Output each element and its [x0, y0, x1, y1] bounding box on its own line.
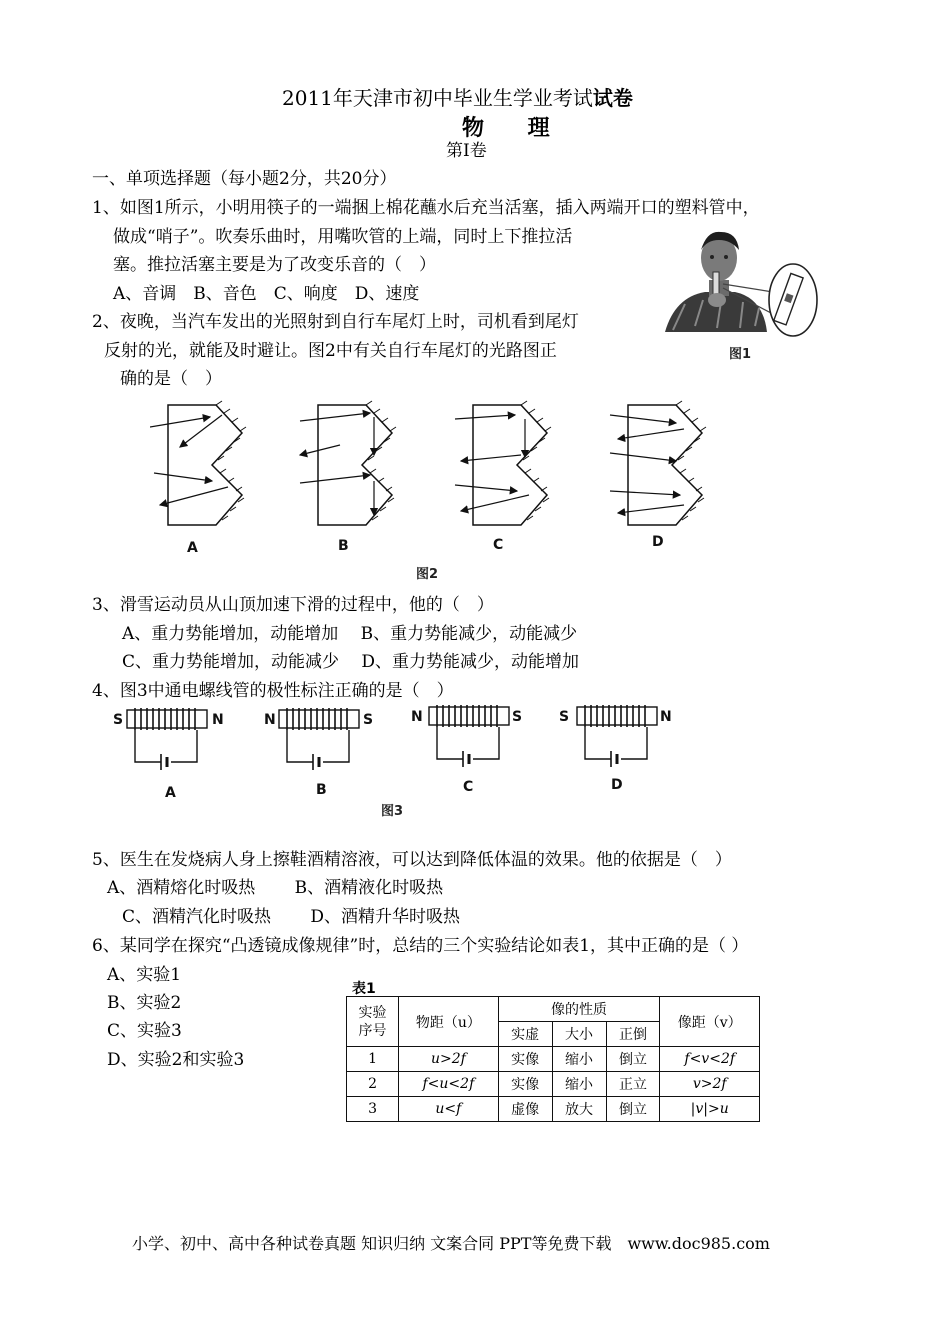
- q1-options: A、音调 B、音色 C、响度 D、速度: [113, 284, 420, 304]
- table-cell: 缩小: [552, 1072, 606, 1097]
- table-cell: 3: [347, 1097, 399, 1122]
- figure-2-caption: 图2: [416, 567, 439, 582]
- footer-download-notice: 小学、初中、高中各种试卷真题 知识归纳 文案合同 PPT等免费下载 www.doc985.com: [132, 1234, 770, 1253]
- figure-3-label-a: A: [165, 785, 176, 801]
- coil-d-left-pole: S: [559, 709, 570, 725]
- table-cell: f<u<2f: [399, 1072, 499, 1097]
- subject-title: 物 理: [462, 115, 568, 141]
- q6-option-c: C、实验3: [107, 1021, 182, 1041]
- q6-stem: 6、某同学在探究“凸透镜成像规律”时，总结的三个实验结论如表1，其中正确的是（ ）: [92, 936, 749, 956]
- coil-b-left-pole: N: [264, 712, 276, 728]
- volume-label: 第Ⅰ卷: [446, 141, 487, 161]
- table-header-object-distance: 物距（u）: [399, 997, 499, 1047]
- q6-option-a: A、实验1: [107, 965, 182, 985]
- table-1: [346, 996, 760, 1122]
- table-1-title: 表1: [352, 981, 376, 997]
- table-cell: 放大: [552, 1097, 606, 1122]
- table-cell: v>2f: [660, 1072, 760, 1097]
- table-row: [347, 1047, 760, 1072]
- table-cell: u>2f: [399, 1047, 499, 1072]
- table-cell: 实像: [498, 1072, 552, 1097]
- figure-3-label-d: D: [611, 777, 623, 793]
- q2-line1: 2、夜晚，当汽车发出的光照射到自行车尾灯上时，司机看到尾灯: [92, 312, 579, 332]
- table-cell: 2: [347, 1072, 399, 1097]
- figure-3-label-b: B: [316, 782, 327, 798]
- figure-3-caption: 图3: [381, 804, 404, 819]
- exam-title-main: 2011年天津市初中毕业生学业考试: [282, 86, 593, 110]
- figure-3-coil-b: [279, 708, 359, 770]
- q1-line2: 做成“哨子”。吹奏乐曲时，用嘴吹管的上端，同时上下推拉活: [113, 227, 573, 247]
- table-cell: |v|>u: [660, 1097, 760, 1122]
- q5-stem: 5、医生在发烧病人身上擦鞋酒精溶液，可以达到降低体温的效果。他的依据是（ ）: [92, 850, 732, 870]
- figure-3-solenoid-diagrams: [105, 700, 695, 780]
- figure-3-coil-c: [429, 705, 509, 767]
- coil-a-left-pole: S: [113, 712, 124, 728]
- table-header-real-virtual: 实虚: [498, 1022, 552, 1047]
- table-cell: f<v<2f: [660, 1047, 760, 1072]
- table-cell: 缩小: [552, 1047, 606, 1072]
- coil-b-right-pole: S: [363, 712, 374, 728]
- q6-option-d: D、实验2和实验3: [107, 1050, 245, 1070]
- table-cell: 正立: [606, 1072, 660, 1097]
- figure-2-option-d: [610, 401, 706, 525]
- table-cell: 倒立: [606, 1097, 660, 1122]
- q3-options-line1: A、重力势能增加，动能增加 B、重力势能减少，动能减少: [122, 624, 578, 644]
- coil-d-right-pole: N: [660, 709, 672, 725]
- table-header-index: 实验序号: [347, 997, 399, 1047]
- figure-1-caption: 图1: [729, 347, 752, 362]
- section-heading: 一、单项选择题（每小题2分，共20分）: [92, 169, 397, 189]
- table-header-orientation: 正倒: [606, 1022, 660, 1047]
- coil-c-right-pole: S: [512, 709, 523, 725]
- table-cell: 1: [347, 1047, 399, 1072]
- figure-3-coil-a: [127, 708, 207, 770]
- q4-stem: 4、图3中通电螺线管的极性标注正确的是（ ）: [92, 681, 454, 701]
- figure-2-label-b: B: [338, 538, 349, 554]
- q5-options-line1: A、酒精熔化时吸热 B、酒精液化时吸热: [107, 878, 444, 898]
- exam-title: [282, 82, 633, 111]
- figure-2-label-d: D: [652, 534, 664, 550]
- figure-2-label-c: C: [493, 537, 504, 553]
- coil-a-right-pole: N: [212, 712, 224, 728]
- q6-option-b: B、实验2: [107, 993, 182, 1013]
- table-cell: 实像: [498, 1047, 552, 1072]
- figure-2-tail-light-diagrams: [150, 395, 710, 560]
- table-cell: u<f: [399, 1097, 499, 1122]
- table-header-size: 大小: [552, 1022, 606, 1047]
- figure-2-option-b: [300, 401, 396, 525]
- figure-2-option-c: [455, 401, 551, 525]
- coil-c-left-pole: N: [411, 709, 423, 725]
- table-row: [347, 1097, 760, 1122]
- exam-title-bold: 试卷: [592, 86, 633, 110]
- q1-line3: 塞。推拉活塞主要是为了改变乐音的（ ）: [113, 255, 436, 275]
- q3-options-line2: C、重力势能增加，动能减少 D、重力势能减少，动能增加: [122, 652, 580, 672]
- q3-stem: 3、滑雪运动员从山顶加速下滑的过程中，他的（ ）: [92, 595, 494, 615]
- table-cell: 虚像: [498, 1097, 552, 1122]
- figure-2-option-a: [150, 401, 246, 525]
- figure-2-label-a: A: [187, 540, 198, 556]
- figure-3-label-c: C: [463, 779, 474, 795]
- table-header-image-nature: 像的性质: [498, 997, 660, 1022]
- table-header-image-distance: 像距（v）: [660, 997, 760, 1047]
- q2-line2: 反射的光，就能及时避让。图2中有关自行车尾灯的光路图正: [104, 341, 557, 361]
- q5-options-line2: C、酒精汽化时吸热 D、酒精升华时吸热: [122, 907, 461, 927]
- q2-line3: 确的是（ ）: [120, 369, 222, 389]
- table-row: [347, 1072, 760, 1097]
- q1-line1: 1、如图1所示，小明用筷子的一端捆上棉花蘸水后充当活塞，插入两端开口的塑料管中，: [92, 198, 760, 218]
- table-cell: 倒立: [606, 1047, 660, 1072]
- figure-3-coil-d: [577, 705, 657, 767]
